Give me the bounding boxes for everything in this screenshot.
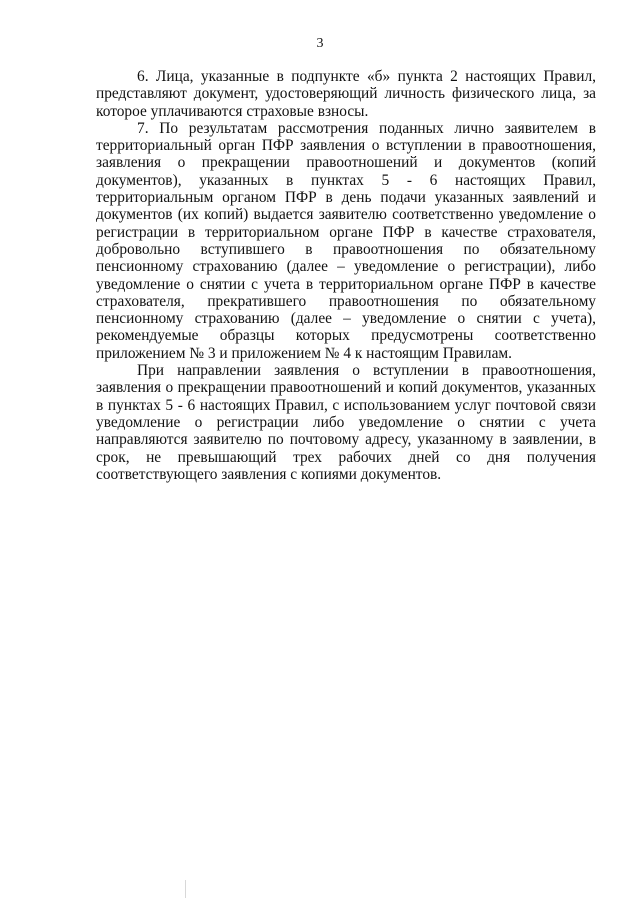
- page-number: 3: [316, 36, 324, 51]
- paragraph-6: 6. Лица, указанные в подпункте «б» пункта 2 настоящих Правил, представляют документ, удостоверяющий личность физического лица, за которое уплачиваются страховые взносы.: [96, 68, 596, 120]
- scan-artifact-line: [185, 880, 186, 898]
- document-body: [96, 68, 596, 483]
- paragraph-7: 7. По результатам рассмотрения поданных лично заявителем в территориальный орган ПФР заявления о вступлении в правоотношения, заявления о прекращении правоотношений и документов (копий документов), указанных в пунктах 5 - 6 настоящих Правил, территориальным органом ПФР в день подачи указанных заявлений и документов (их копий) выдается заявителю соответственно уведомление о регистрации в территориальном органе ПФР в качестве страхователя, добровольно вступившего в правоотношения по обязательному пенсионному страхованию (далее – уведомление о регистрации), либо уведомление о снятии с учета в территориальном органе ПФР в качестве страхователя, прекратившего правоотношения по обязательному пенсионному страхованию (далее – уведомление о снятии с учета), рекомендуемые образцы которых предусмотрены соответственно приложением № 3 и приложением № 4 к настоящим Правилам.: [96, 119, 596, 362]
- paragraph-mail-submission: При направлении заявления о вступлении в правоотношения, заявления о прекращении правоотношений и копий документов, указанных в пунктах 5 - 6 настоящих Правил, с использованием услуг почтовой связи уведомление о регистрации либо уведомление о снятии с учета направляются заявителю по почтовому адресу, указанному в заявлении, в срок, не превышающий трех рабочих дней со дня получения соответствующего заявления с копиями документов.: [96, 362, 596, 483]
